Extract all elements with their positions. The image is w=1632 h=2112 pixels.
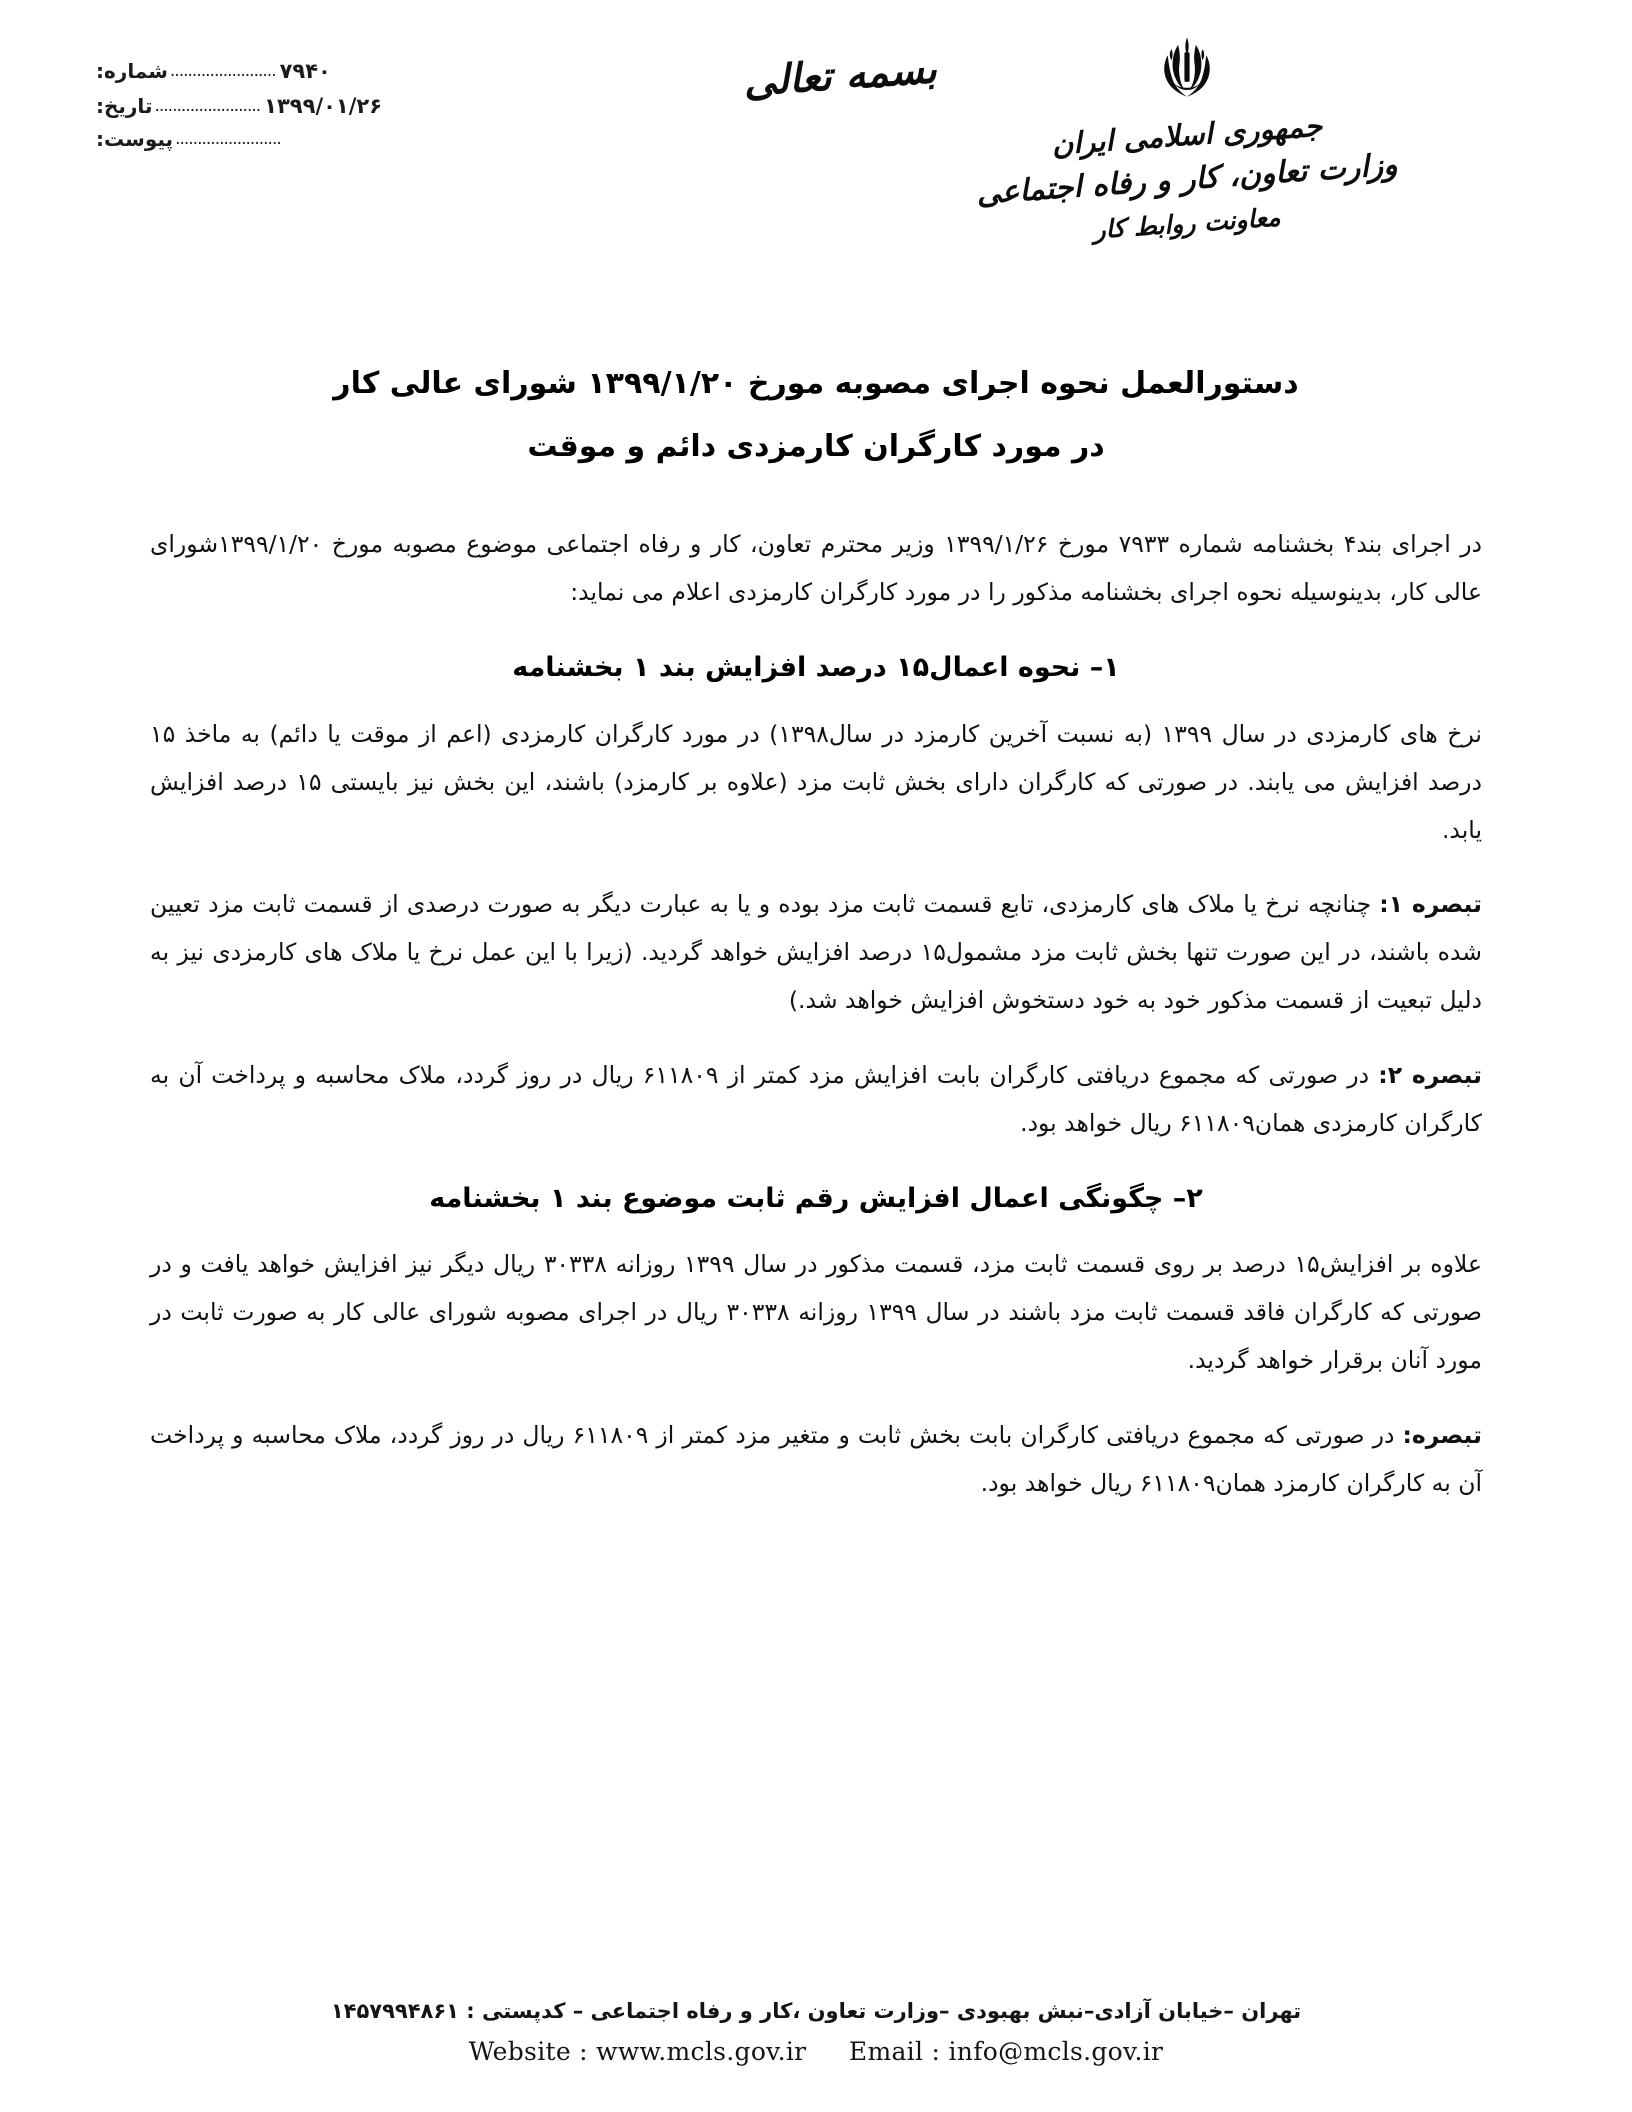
ministry-letterhead	[972, 32, 1402, 245]
stamp-date-dots: ........................	[154, 95, 261, 116]
stamp-row-attachment	[96, 123, 366, 156]
iran-emblem-icon	[1150, 32, 1224, 108]
note-2-paragraph	[150, 1051, 1482, 1147]
basmala-text: بسمه تعالی	[741, 45, 939, 106]
footer-email-value[interactable]: info@mcls.gov.ir	[948, 2037, 1164, 2066]
note-1-paragraph	[150, 880, 1482, 1025]
page-title	[150, 358, 1482, 473]
stamp-number-label: شماره:	[96, 59, 168, 83]
note-3-label: تبصره:	[1402, 1420, 1482, 1449]
stamp-date-value: ۱۳۹۹/۰۱/۲۶	[264, 93, 383, 118]
stamp-block	[96, 54, 383, 156]
footer-website-value[interactable]: www.mcls.gov.ir	[596, 2037, 807, 2066]
footer-address: تهران –خیابان آزادی–نبش بهبودی –وزارت تعاون ،کار و رفاه اجتماعی – کدپستی : ۱۴۵۷۹۹۴۸۶۱	[330, 1999, 1302, 2024]
note-1-text: چنانچه نرخ یا ملاک های کارمزدی، تابع قسمت ثابت مزد بوده و یا به عبارت دیگر به صورت درصدی از قسمت ثابت مزد تعیین شده باشند، در این صورت تنها بخش ثابت مزد مشمول۱۵ درصد افزایش خواهد گردید. (زیرا با این عمل نرخ یا ملاک های کارمزدی نیز به دلیل تبعیت از قسمت مذکور خود به خود دستخوش افزایش خواهد شد.)	[150, 890, 1482, 1015]
ministry-line-ministry: وزارت تعاون، کار و رفاه اجتماعی	[975, 147, 1399, 212]
stamp-row-number	[96, 54, 366, 89]
page-title-line-1: دستورالعمل نحوه اجرای مصوبه مورخ ۱۳۹۹/۱/۲۰ شورای عالی کار	[333, 366, 1299, 401]
note-3-text: در صورتی که مجموع دریافتی کارگران بابت بخش ثابت و متغیر مزد کمتر از ۶۱۱۸۰۹ ریال در روز گردد، ملاک محاسبه و پرداخت آن به کارگران کارمزد همان۶۱۱۸۰۹ ریال خواهد بود.	[150, 1420, 1482, 1497]
stamp-attachment-dots: ........................	[175, 129, 281, 150]
section-heading-2: ۲– چگونگی اعمال افزایش رقم ثابت موضوع بند ۱ بخشنامه	[429, 1182, 1203, 1214]
footer-email-label: Email :	[848, 2037, 941, 2066]
document-body	[150, 520, 1482, 1507]
note-1-label: تبصره ۱:	[1379, 890, 1482, 919]
ministry-line-department: معاونت روابط کار	[1092, 202, 1282, 245]
intro-paragraph: در اجرای بند۴ بخشنامه شماره ۷۹۳۳ مورخ ۱۳۹۹/۱/۲۶ وزیر محترم تعاون، کار و رفاه اجتماعی موضوع مصوبه مورخ ۱۳۹۹/۱/۲۰شورای عالی کار، بدینوسیله نحوه اجرای بخشنامه مذکور را در مورد کارگران کارمزدی اعلام می نماید:	[150, 530, 1483, 607]
footer-website-label: Website :	[468, 2037, 588, 2066]
section-heading-1: ۱– نحوه اعمال۱۵ درصد افزایش بند ۱ بخشنامه	[512, 652, 1120, 684]
ministry-line-country: جمهوری اسلامی ایران	[1050, 108, 1324, 162]
section-2-paragraph: علاوه بر افزایش۱۵ درصد بر روی قسمت ثابت مزد، قسمت مذکور در سال ۱۳۹۹ روزانه ۳۰۳۳۸ ریال دیگر نیز افزایش خواهد یافت و در صورتی که کارگران فاقد قسمت ثابت مزد باشند در سال ۱۳۹۹ روزانه ۳۰۳۳۸ ریال در اجرای مصوبه شورای عالی کار به صورت ثابت در مورد آنان برقرار خواهد گردید.	[150, 1250, 1482, 1375]
stamp-number-value: ۷۹۴۰	[279, 59, 331, 83]
footer-contact	[120, 2037, 1512, 2066]
page-footer	[120, 1995, 1512, 2066]
note-2-text: در صورتی که مجموع دریافتی کارگران بابت افزایش مزد کمتر از ۶۱۱۸۰۹ ریال در روز گردد، ملاک محاسبه و پرداخت آن به کارگران کارمزدی همان۶۱۱۸۰۹ ریال خواهد بود.	[150, 1060, 1482, 1137]
stamp-date-label: تاریخ:	[96, 93, 153, 118]
stamp-attachment-label: پیوست:	[96, 127, 174, 152]
note-2-label: تبصره ۲:	[1378, 1060, 1482, 1089]
section-1-paragraph: نرخ های کارمزدی در سال ۱۳۹۹ (به نسبت آخرین کارمزد در سال۱۳۹۸) در مورد کارگران کارمزدی (اعم از موقت یا دائم) به ماخذ ۱۵ درصد افزایش می یابند. در صورتی که کارگران دارای بخش ثابت مزد (علاوه بر کارمزد) باشند، این بخش نیز بایستی ۱۵ درصد افزایش یابد.	[150, 719, 1482, 844]
note-3-paragraph	[150, 1411, 1482, 1507]
letterhead	[0, 18, 1632, 288]
stamp-row-date	[96, 89, 383, 124]
stamp-number-dots: ........................	[169, 61, 276, 81]
page-title-line-2: در مورد کارگران کارمزدی دائم و موقت	[527, 428, 1105, 464]
